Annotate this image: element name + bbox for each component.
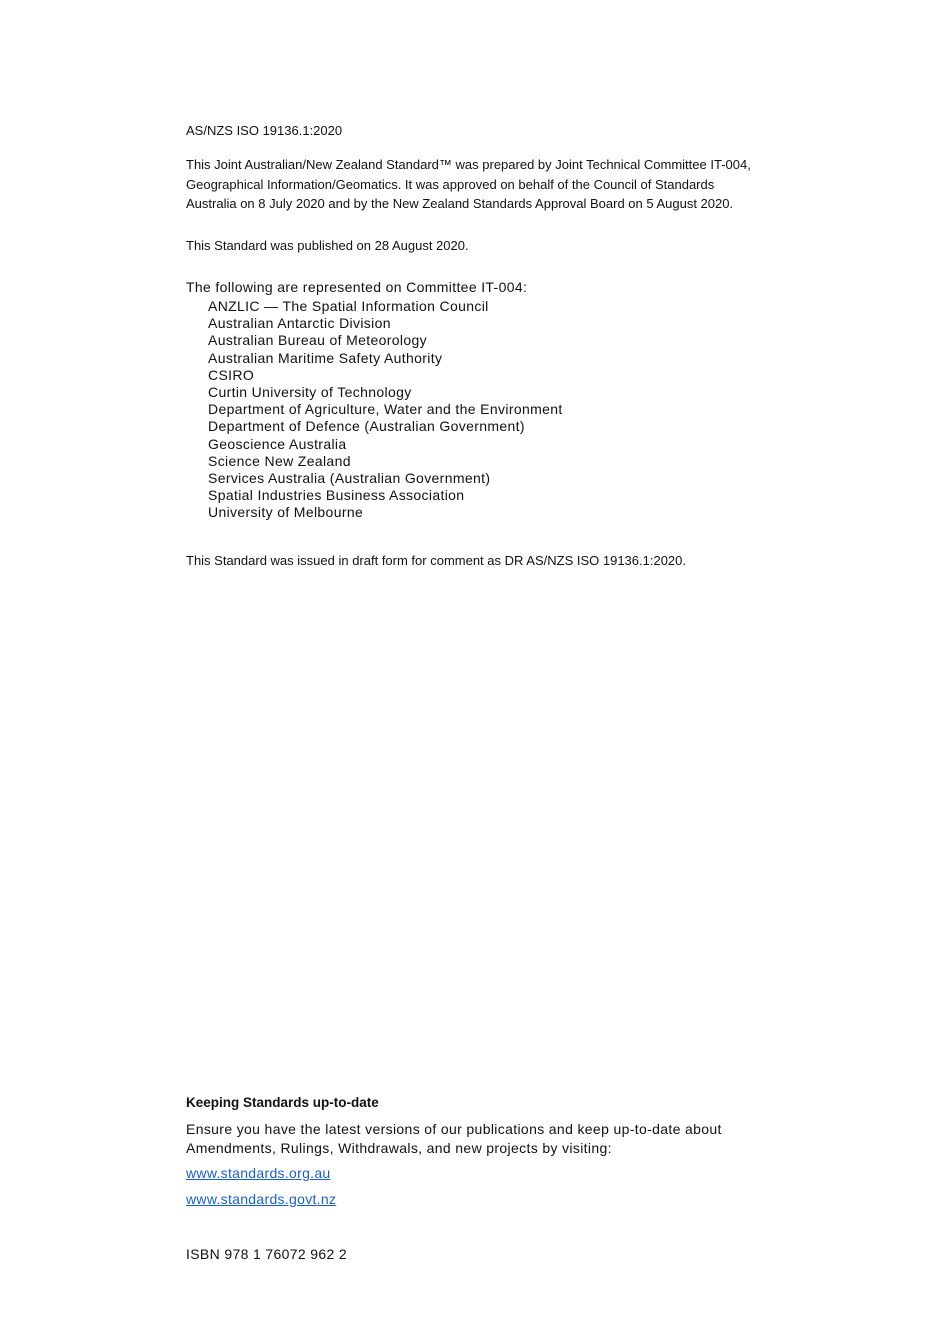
- isbn: ISBN 978 1 76072 962 2: [186, 1246, 348, 1262]
- committee-member: Geoscience Australia: [208, 435, 347, 452]
- committee-member: Department of Agriculture, Water and the Environment: [208, 401, 563, 418]
- keeping-up-to-date-heading: Keeping Standards up-to-date: [186, 1095, 379, 1110]
- committee-member-list: [208, 298, 563, 522]
- standards-new-zealand-link[interactable]: www.standards.govt.nz: [186, 1191, 337, 1207]
- committee-member: Spatial Industries Business Association: [208, 487, 465, 504]
- committee-heading: The following are represented on Committee IT-004:: [186, 279, 528, 295]
- publication-date-text: This Standard was published on 28 August 2020.: [186, 238, 469, 253]
- committee-member: Services Australia (Australian Government): [208, 470, 491, 487]
- intro-paragraph: This Joint Australian/New Zealand Standard™ was prepared by Joint Technical Committee IT-004, Geographical Information/Geomatics. It was approved on behalf of the Council of Standards Australia on 8 July 2020 and by the New Zealand Standards Approval Board on 5 August 2020.: [186, 157, 751, 211]
- committee-member: CSIRO: [208, 366, 255, 383]
- committee-member: ANZLIC — The Spatial Information Council: [208, 298, 489, 314]
- committee-member: Australian Maritime Safety Authority: [208, 349, 443, 366]
- committee-member: Curtin University of Technology: [208, 384, 412, 401]
- draft-note: This Standard was issued in draft form for comment as DR AS/NZS ISO 19136.1:2020.: [186, 553, 687, 568]
- document-reference: AS/NZS ISO 19136.1:2020: [186, 123, 343, 138]
- committee-member: Department of Defence (Australian Government): [208, 418, 525, 435]
- committee-member: Australian Bureau of Meteorology: [208, 332, 427, 349]
- keeping-up-to-date-text: Ensure you have the latest versions of our publications and keep up-to-date about Amendments, Rulings, Withdrawals, and new projects by visiting:: [186, 1121, 722, 1156]
- standards-australia-link[interactable]: www.standards.org.au: [186, 1165, 331, 1181]
- committee-member: University of Melbourne: [208, 504, 364, 521]
- committee-member: Australian Antarctic Division: [208, 315, 391, 332]
- committee-member: Science New Zealand: [208, 452, 351, 469]
